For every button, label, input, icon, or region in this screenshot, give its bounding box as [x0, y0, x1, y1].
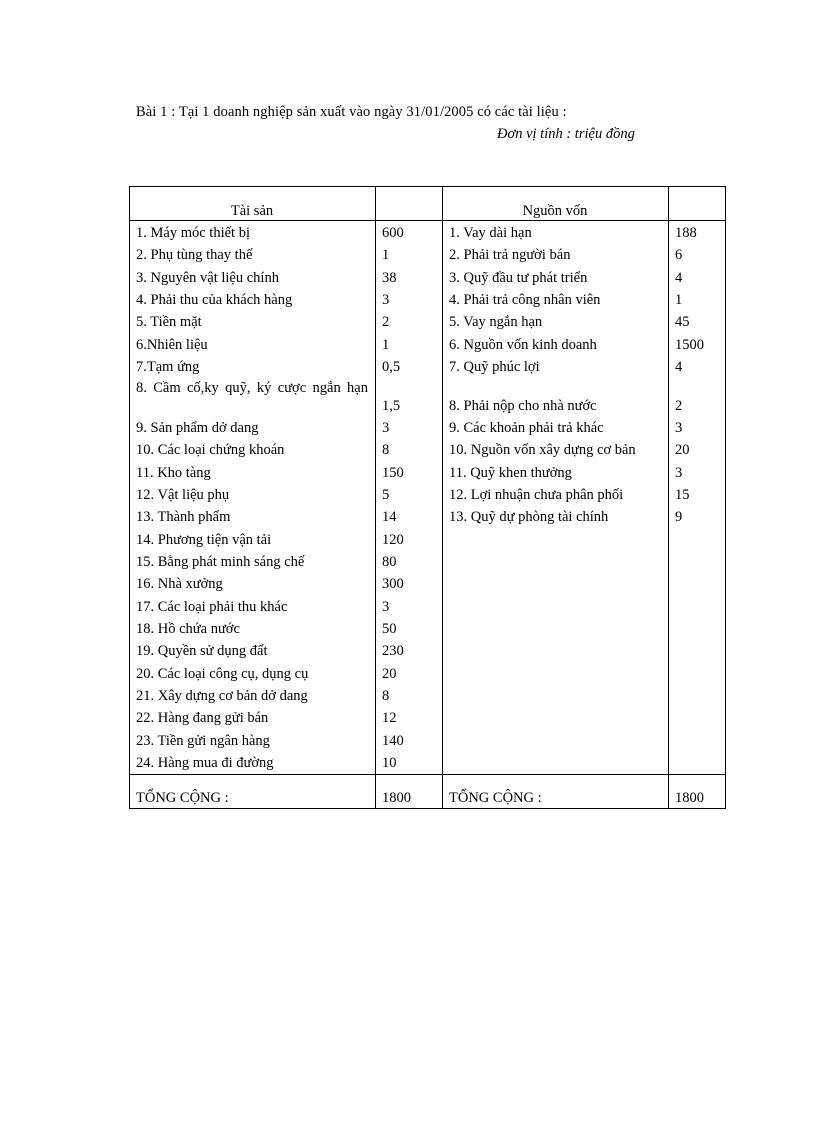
asset-value: 1	[382, 337, 390, 353]
source-label: 4. Phải trả công nhân viên	[449, 292, 601, 308]
asset-label: 11. Kho tàng	[136, 465, 211, 481]
header-divider	[129, 220, 726, 221]
asset-value: 50	[382, 621, 397, 637]
source-value: 4	[675, 359, 683, 375]
column-divider	[442, 186, 443, 809]
asset-label: 5. Tiền mặt	[136, 314, 202, 330]
asset-label: 19. Quyền sử dụng đất	[136, 643, 268, 659]
asset-label: 22. Hàng đang gửi bán	[136, 710, 269, 726]
header-assets: Tài sản	[230, 203, 274, 219]
source-label: 6. Nguồn vốn kinh doanh	[449, 337, 597, 353]
source-label: 3. Quỹ đầu tư phát triển	[449, 270, 588, 286]
asset-value: 3	[382, 420, 390, 436]
asset-label: 4. Phải thu của khách hàng	[136, 292, 293, 308]
asset-label: 7.Tạm ứng	[136, 359, 200, 375]
source-label: 13. Quỹ dự phòng tài chính	[449, 509, 609, 525]
asset-value: 120	[382, 532, 404, 548]
exercise-title: Bài 1 : Tại 1 doanh nghiệp sản xuất vào ngày 31/01/2005 có các tài liệu :	[136, 104, 567, 120]
table-border-top	[129, 186, 726, 187]
asset-label: 23. Tiền gửi ngân hàng	[136, 733, 270, 749]
column-divider	[375, 186, 376, 809]
asset-label: 14. Phương tiện vận tải	[136, 532, 272, 548]
asset-value: 140	[382, 733, 404, 749]
asset-label: 12. Vật liệu phụ	[136, 487, 230, 503]
asset-label: 9. Sản phẩm dở dang	[136, 420, 259, 436]
column-divider	[668, 186, 669, 809]
asset-value: 600	[382, 225, 404, 241]
source-label: 12. Lợi nhuận chưa phân phối	[449, 487, 624, 503]
source-value: 15	[675, 487, 690, 503]
asset-label: 17. Các loại phải thu khác	[136, 599, 288, 615]
asset-value: 20	[382, 666, 397, 682]
asset-value: 3	[382, 599, 390, 615]
source-label: 1. Vay dài hạn	[449, 225, 532, 241]
header-sources: Nguồn vốn	[522, 203, 588, 219]
sources-total-label: TỔNG CỘNG :	[449, 790, 542, 806]
source-label: 8. Phải nộp cho nhà nước	[449, 398, 597, 414]
source-label: 5. Vay ngắn hạn	[449, 314, 543, 330]
asset-value: 8	[382, 688, 390, 704]
asset-label: 1. Máy móc thiết bị	[136, 225, 250, 241]
asset-value: 5	[382, 487, 390, 503]
sources-total-value: 1800	[675, 790, 704, 806]
asset-label: 10. Các loại chứng khoán	[136, 442, 285, 458]
asset-value: 80	[382, 554, 397, 570]
asset-label: 8. Cầm cố,ky quỹ, ký cược ngắn hạn	[136, 380, 368, 396]
asset-value: 300	[382, 576, 404, 592]
asset-value: 10	[382, 755, 397, 771]
asset-value: 2	[382, 314, 390, 330]
source-label: 10. Nguồn vốn xây dựng cơ bản	[449, 442, 636, 458]
assets-total-label: TỔNG CỘNG :	[136, 790, 229, 806]
source-label: 11. Quỹ khen thưởng	[449, 465, 572, 481]
source-value: 4	[675, 270, 683, 286]
asset-value: 38	[382, 270, 397, 286]
source-value: 188	[675, 225, 697, 241]
asset-label: 24. Hàng mua đi đường	[136, 755, 274, 771]
asset-value: 0,5	[382, 359, 401, 375]
source-value: 3	[675, 420, 683, 436]
source-label: 2. Phải trả người bán	[449, 247, 571, 263]
unit-note: Đơn vị tính : triệu đồng	[497, 126, 635, 142]
source-value: 45	[675, 314, 690, 330]
table-border-bottom	[129, 808, 726, 809]
table-border-left	[129, 186, 130, 809]
asset-value: 14	[382, 509, 397, 525]
asset-label: 16. Nhà xưởng	[136, 576, 223, 592]
source-value: 9	[675, 509, 683, 525]
asset-label: 2. Phụ tùng thay thế	[136, 247, 253, 263]
total-divider	[129, 774, 726, 775]
asset-label: 3. Nguyên vật liệu chính	[136, 270, 279, 286]
source-value: 3	[675, 465, 683, 481]
asset-value: 1,5	[382, 398, 401, 414]
asset-value: 150	[382, 465, 404, 481]
asset-label: 18. Hồ chứa nước	[136, 621, 240, 637]
source-value: 1	[675, 292, 683, 308]
source-value: 2	[675, 398, 683, 414]
asset-value: 3	[382, 292, 390, 308]
source-label: 7. Quỹ phúc lợi	[449, 359, 540, 375]
asset-value: 8	[382, 442, 390, 458]
source-value: 20	[675, 442, 690, 458]
source-value: 1500	[675, 337, 704, 353]
table-border-right	[725, 186, 726, 809]
source-value: 6	[675, 247, 683, 263]
assets-total-value: 1800	[382, 790, 411, 806]
asset-label: 13. Thành phẩm	[136, 509, 231, 525]
asset-value: 1	[382, 247, 390, 263]
asset-value: 12	[382, 710, 397, 726]
source-label: 9. Các khoản phải trả khác	[449, 420, 604, 436]
balance-sheet-table	[129, 186, 726, 809]
asset-label: 6.Nhiên liệu	[136, 337, 208, 353]
asset-label: 15. Bằng phát minh sáng chế	[136, 554, 305, 570]
asset-value: 230	[382, 643, 404, 659]
asset-label: 21. Xây dựng cơ bản dở dang	[136, 688, 308, 704]
asset-label: 20. Các loại công cụ, dụng cụ	[136, 666, 309, 682]
